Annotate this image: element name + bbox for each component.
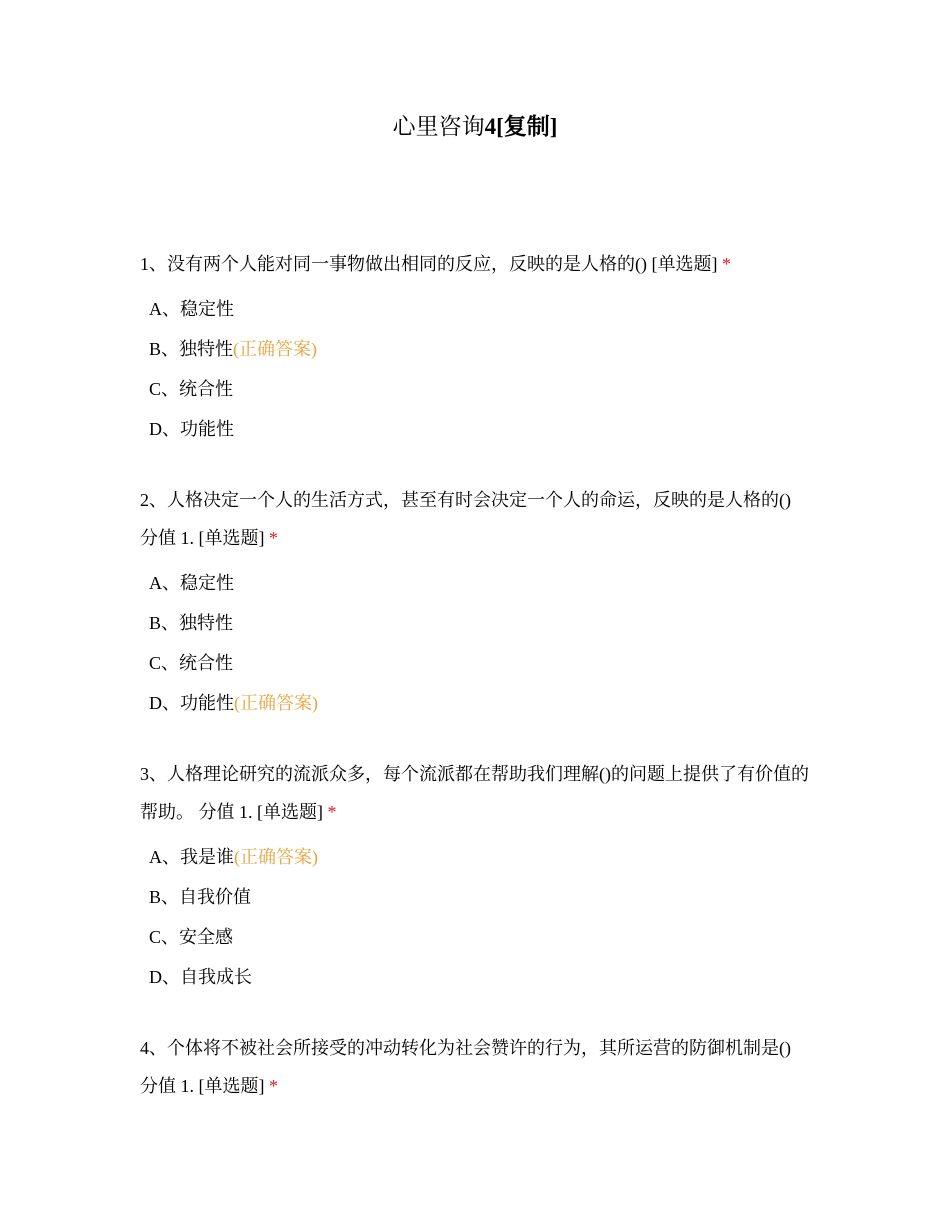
question-list bbox=[140, 245, 810, 1137]
option-list bbox=[140, 563, 810, 723]
question-text: 4、个体将不被社会所接受的冲动转化为社会赞许的行为，其所运营的防御机制是() 分值 1. [单选题] bbox=[140, 1038, 791, 1096]
question-text: 3、人格理论研究的流派众多，每个流派都在帮助我们理解()的问题上提供了有价值的帮助。 分值 1. [单选题] bbox=[140, 764, 809, 822]
question-stem bbox=[140, 481, 810, 557]
option-text: C、安全感 bbox=[149, 927, 234, 947]
question-1 bbox=[140, 245, 810, 449]
option-list bbox=[140, 289, 810, 449]
option-item[interactable] bbox=[140, 917, 810, 957]
option-text: C、统合性 bbox=[149, 379, 234, 399]
option-text: A、稳定性 bbox=[149, 299, 234, 319]
option-text: A、我是谁 bbox=[149, 847, 234, 867]
option-list bbox=[140, 837, 810, 997]
option-item[interactable] bbox=[140, 329, 810, 369]
option-text: B、独特性 bbox=[149, 613, 234, 633]
option-item[interactable] bbox=[140, 369, 810, 409]
option-item[interactable] bbox=[140, 683, 810, 723]
option-item[interactable] bbox=[140, 409, 810, 449]
option-item[interactable] bbox=[140, 877, 810, 917]
option-text: B、独特性 bbox=[149, 339, 234, 359]
option-text: D、功能性 bbox=[149, 693, 234, 713]
option-item[interactable] bbox=[140, 603, 810, 643]
required-marker: * bbox=[269, 1076, 278, 1096]
option-text: B、自我价值 bbox=[149, 887, 252, 907]
correct-answer-label: (正确答案) bbox=[234, 693, 318, 713]
option-item[interactable] bbox=[140, 837, 810, 877]
question-stem bbox=[140, 1029, 810, 1105]
correct-answer-label: (正确答案) bbox=[233, 339, 318, 359]
option-item[interactable] bbox=[140, 957, 810, 997]
correct-answer-label: (正确答案) bbox=[234, 847, 318, 867]
option-text: A、稳定性 bbox=[149, 573, 234, 593]
question-4 bbox=[140, 1029, 810, 1105]
required-marker: * bbox=[269, 528, 278, 548]
option-item[interactable] bbox=[140, 289, 810, 329]
option-item[interactable] bbox=[140, 643, 810, 683]
question-text: 2、人格决定一个人的生活方式，甚至有时会决定一个人的命运，反映的是人格的() 分值 1. [单选题] bbox=[140, 490, 791, 548]
question-stem bbox=[140, 755, 810, 831]
title-prefix: 心里咨询 bbox=[392, 114, 485, 139]
question-3 bbox=[140, 755, 810, 997]
page-title bbox=[0, 110, 950, 144]
option-item[interactable] bbox=[140, 563, 810, 603]
question-stem bbox=[140, 245, 810, 283]
question-text: 1、没有两个人能对同一事物做出相同的反应，反映的是人格的() [单选题] bbox=[140, 254, 722, 274]
required-marker: * bbox=[721, 254, 731, 274]
option-text: D、自我成长 bbox=[149, 967, 252, 987]
option-text: D、功能性 bbox=[149, 419, 234, 439]
question-2 bbox=[140, 481, 810, 723]
required-marker: * bbox=[327, 802, 337, 822]
option-text: C、统合性 bbox=[149, 653, 234, 673]
title-suffix: 4[复制] bbox=[484, 114, 558, 139]
